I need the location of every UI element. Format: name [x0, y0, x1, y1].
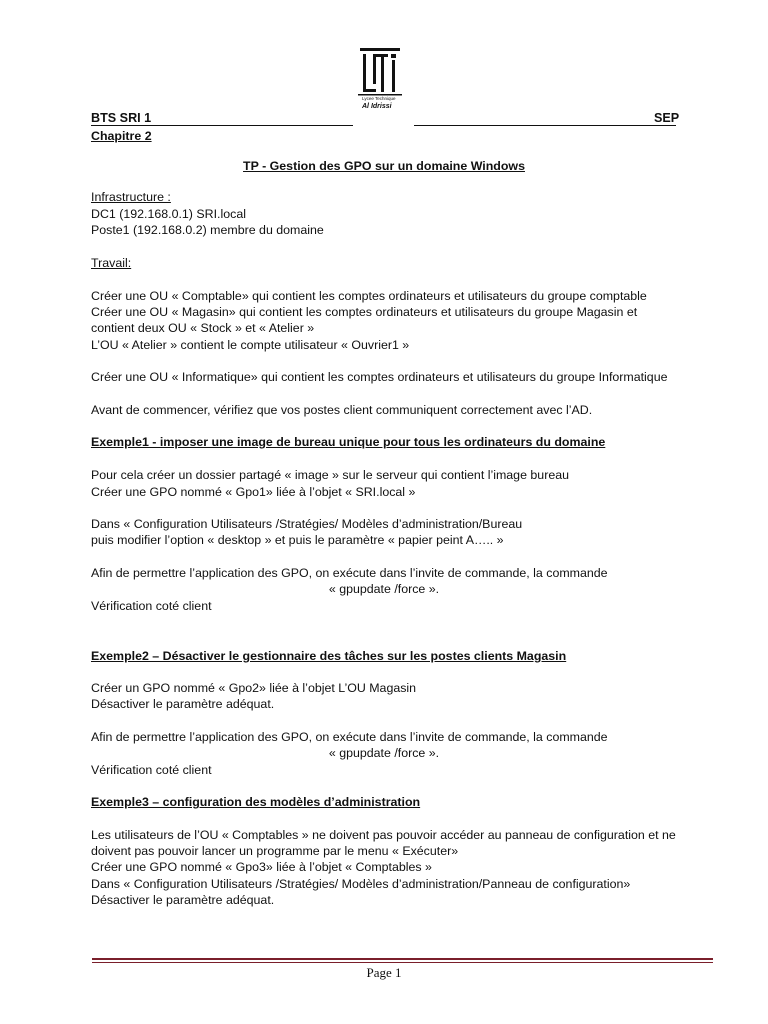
exemple1-line: Créer une GPO nommé « Gpo1» liée à l’objet « SRI.local » — [91, 485, 416, 499]
exemple3-line: Dans « Configuration Utilisateurs /Stratégies/ Modèles d’administration/Panneau de configuration» — [91, 877, 631, 891]
exemple2-command: « gpupdate /force ». — [328, 746, 440, 760]
exemple1-line: Pour cela créer un dossier partagé « image » sur le serveur qui contient l’image bureau — [91, 468, 569, 482]
travail-line: Créer une OU « Magasin» qui contient les comptes ordinateurs et utilisateurs du groupe Magasin et — [91, 305, 638, 319]
exemple3-heading: Exemple3 – configuration des modèles d’administration — [91, 795, 421, 809]
infrastructure-line: Poste1 (192.168.0.2) membre du domaine — [91, 223, 324, 237]
header-rule-left — [91, 125, 353, 126]
exemple2-heading: Exemple2 – Désactiver le gestionnaire des tâches sur les postes clients Magasin — [91, 649, 567, 663]
exemple1-heading: Exemple1 - imposer une image de bureau unique pour tous les ordinateurs du domaine — [91, 435, 606, 449]
exemple3-line: doivent pas pouvoir lancer un programme par le menu « Exécuter» — [91, 844, 459, 858]
exemple1-command: « gpupdate /force ». — [328, 582, 440, 596]
school-logo — [356, 46, 412, 114]
exemple1-line: Dans « Configuration Utilisateurs /Stratégies/ Modèles d’administration/Bureau — [91, 517, 523, 531]
chapter-heading: Chapitre 2 — [91, 129, 152, 143]
logo-name: Al Idrissi — [362, 103, 392, 110]
exemple3-line: Créer une GPO nommé « Gpo3» liée à l’objet « Comptables » — [91, 860, 432, 874]
footer-rule-thin — [92, 962, 713, 963]
page-title: TP - Gestion des GPO sur un domaine Windows — [243, 159, 525, 173]
exemple3-line: Désactiver le paramètre adéquat. — [91, 893, 275, 907]
exemple2-line: Désactiver le paramètre adéquat. — [91, 697, 275, 711]
header-left: BTS SRI 1 — [91, 111, 152, 125]
page-number: Page 1 — [366, 965, 402, 980]
travail-line: Avant de commencer, vérifiez que vos postes client communiquent correctement avec l’AD. — [91, 403, 593, 417]
exemple1-line: Afin de permettre l’application des GPO, on exécute dans l’invite de commande, la commande — [91, 566, 608, 580]
infrastructure-heading: Infrastructure : — [91, 190, 171, 204]
exemple3-line: Les utilisateurs de l’OU « Comptables » ne doivent pas pouvoir accéder au panneau de configuration et ne — [91, 828, 676, 842]
travail-line: contient deux OU « Stock » et « Atelier » — [91, 321, 315, 335]
travail-line: Créer une OU « Comptable» qui contient les comptes ordinateurs et utilisateurs du groupe comptable — [91, 289, 647, 303]
travail-line: L’OU « Atelier » contient le compte utilisateur « Ouvrier1 » — [91, 338, 410, 352]
travail-line: Créer une OU « Informatique» qui contient les comptes ordinateurs et utilisateurs du groupe Informatique — [91, 370, 668, 384]
header-right: SEP — [654, 111, 680, 125]
exemple2-line: Créer un GPO nommé « Gpo2» liée à l’objet L’OU Magasin — [91, 681, 417, 695]
infrastructure-line: DC1 (192.168.0.1) SRI.local — [91, 207, 246, 221]
exemple1-line: puis modifier l’option « desktop » et puis le paramètre « papier peint A….. » — [91, 533, 504, 547]
exemple2-line: Afin de permettre l’application des GPO, on exécute dans l’invite de commande, la commande — [91, 730, 608, 744]
footer-rule — [92, 958, 713, 960]
travail-heading: Travail: — [91, 256, 132, 270]
header-rule-right — [414, 125, 676, 126]
exemple1-line: Vérification coté client — [91, 599, 212, 613]
exemple2-line: Vérification coté client — [91, 763, 212, 777]
logo-subtitle: Lycee Technique — [362, 96, 396, 101]
